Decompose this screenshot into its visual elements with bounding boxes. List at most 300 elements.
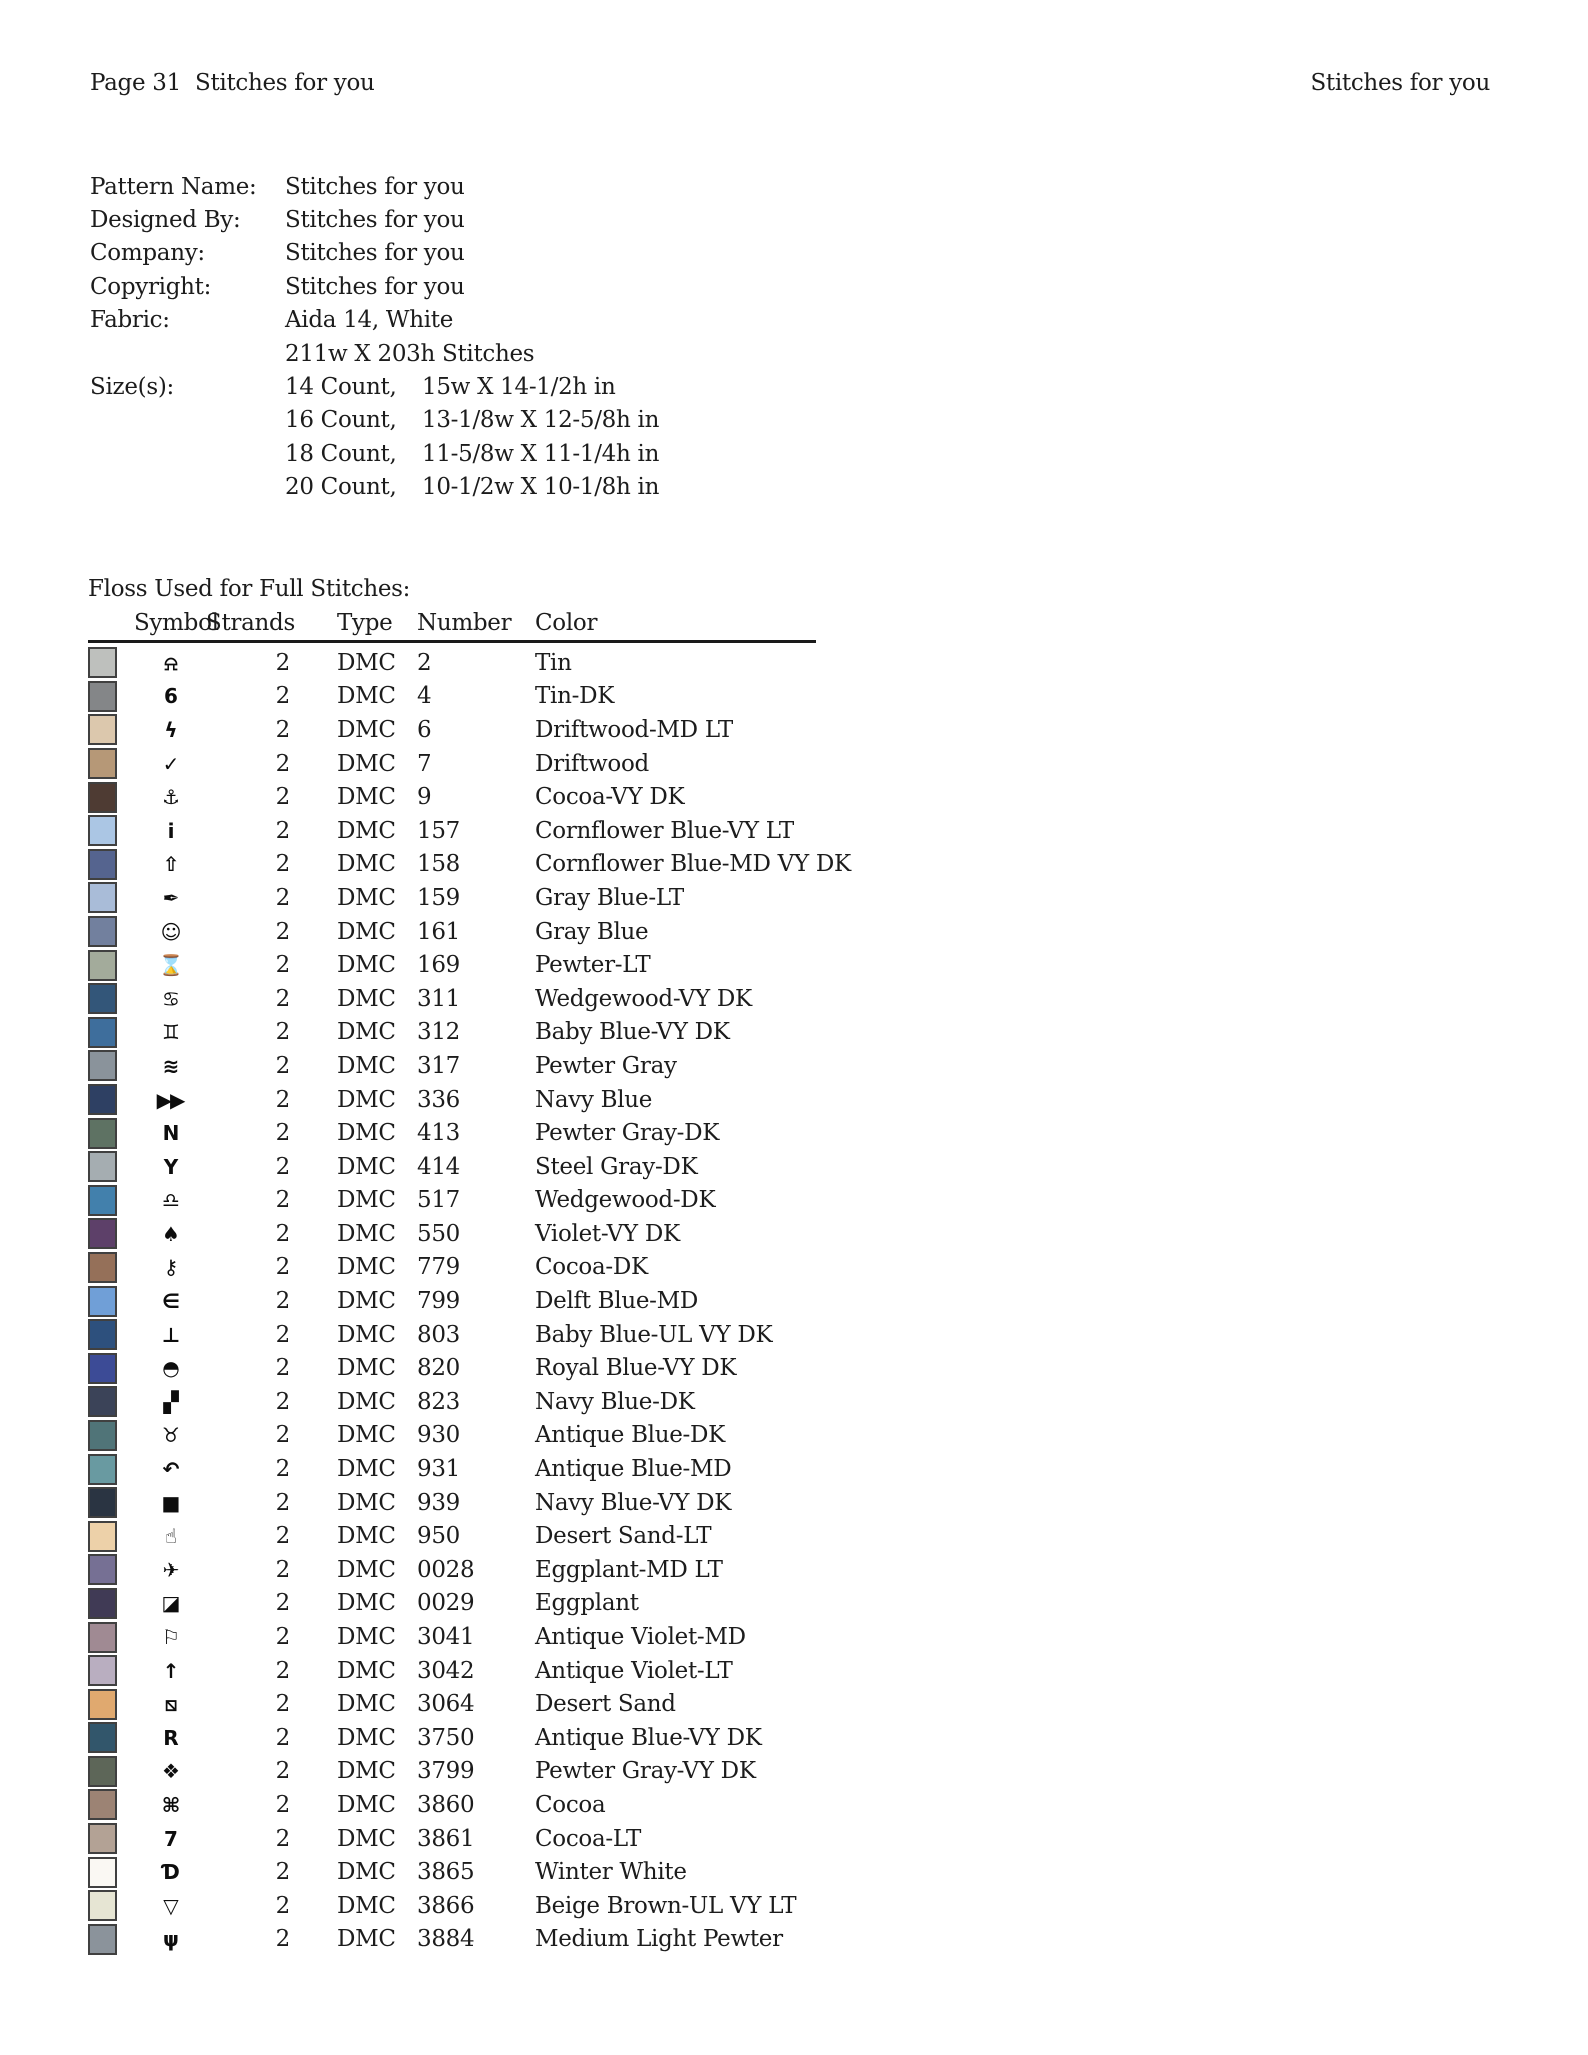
header-right: Stitches for you [1310, 70, 1490, 96]
floss-row [88, 915, 1488, 949]
swatch-cell [88, 1118, 118, 1149]
floss-row [88, 1721, 1488, 1755]
flag-icon: ⚐ [162, 1625, 178, 1650]
swatch-cell [88, 1084, 118, 1115]
info-value: 16 Count, [285, 407, 397, 434]
swatch-cell [88, 983, 118, 1014]
floss-color-swatch [88, 1487, 117, 1518]
floss-color-swatch [88, 1655, 117, 1686]
floss-number: 413 [417, 1120, 460, 1147]
floss-row [88, 881, 1488, 915]
floss-number: 3865 [417, 1859, 475, 1886]
floss-row [88, 982, 1488, 1016]
floss-number: 3750 [417, 1724, 475, 1751]
floss-type: DMC [337, 1791, 396, 1818]
spade-icon: ♠ [162, 1221, 178, 1246]
info-value-dimensions: 15w X 14-1/2h in [422, 374, 616, 401]
floss-color-swatch [88, 714, 117, 745]
swatch-cell [88, 1151, 118, 1182]
script-d-icon: Ɗ [162, 1860, 178, 1885]
floss-strands: 2 [275, 784, 290, 811]
floss-row [88, 1788, 1488, 1822]
floss-color-swatch [88, 882, 117, 913]
floss-row [88, 1184, 1488, 1218]
info-value-dimensions: 11-5/8w X 11-1/4h in [422, 440, 660, 467]
floss-color-name: Pewter Gray-VY DK [535, 1758, 756, 1785]
floss-color-swatch [88, 681, 117, 712]
floss-number: 3042 [417, 1657, 475, 1684]
floss-color-name: Cocoa [535, 1791, 606, 1818]
floss-strands: 2 [275, 1388, 290, 1415]
floss-row [88, 1385, 1488, 1419]
up-arrow-icon: ↑ [162, 1658, 178, 1683]
swatch-cell [88, 1689, 118, 1720]
floss-color-swatch [88, 983, 117, 1014]
floss-number: 931 [417, 1456, 460, 1483]
floss-color-name: Wedgewood-VY DK [535, 985, 752, 1012]
floss-row [88, 1150, 1488, 1184]
floss-strands: 2 [275, 1657, 290, 1684]
floss-row [88, 814, 1488, 848]
info-row [90, 337, 850, 370]
floss-color-swatch [88, 782, 117, 813]
floss-color-swatch [88, 748, 117, 779]
floss-strands: 2 [275, 1120, 290, 1147]
floss-header-row [88, 608, 1488, 638]
floss-number: 3064 [417, 1691, 475, 1718]
floss-color-swatch [88, 1185, 117, 1216]
floss-type: DMC [337, 1724, 396, 1751]
floss-strands: 2 [275, 649, 290, 676]
info-row [90, 203, 850, 236]
info-label: Pattern Name: [90, 173, 257, 200]
fast-forward-icon: ▶▶ [156, 1087, 184, 1112]
col-type: Type [337, 610, 393, 636]
floss-row [88, 1486, 1488, 1520]
floss-color-name: Winter White [535, 1859, 687, 1886]
floss-type: DMC [337, 1288, 396, 1315]
floss-number: 820 [417, 1355, 460, 1382]
floss-type: DMC [337, 952, 396, 979]
floss-color-swatch [88, 647, 117, 678]
swatch-cell [88, 1286, 118, 1317]
floss-number: 3861 [417, 1825, 475, 1852]
floss-type: DMC [337, 649, 396, 676]
floss-type: DMC [337, 1422, 396, 1449]
floss-strands: 2 [275, 1422, 290, 1449]
floss-color-swatch [88, 849, 117, 880]
floss-color-swatch [88, 815, 117, 846]
floss-strands: 2 [275, 1288, 290, 1315]
floss-type: DMC [337, 1892, 396, 1919]
swatch-cell [88, 1050, 118, 1081]
swatch-cell [88, 1252, 118, 1283]
floss-strands: 2 [275, 1187, 290, 1214]
swatch-cell [88, 1789, 118, 1820]
swatch-cell [88, 1521, 118, 1552]
psi-icon: ψ [163, 1927, 177, 1952]
key-icon: ⚷ [163, 1255, 177, 1280]
floss-row [88, 848, 1488, 882]
floss-number: 550 [417, 1220, 460, 1247]
floss-type: DMC [337, 683, 396, 710]
floss-color-swatch [88, 1319, 117, 1350]
col-color: Color [535, 610, 598, 636]
floss-color-name: Violet-VY DK [535, 1220, 680, 1247]
floss-row [88, 1755, 1488, 1789]
letter-N: N [162, 1121, 178, 1146]
floss-color-swatch [88, 950, 117, 981]
floss-type: DMC [337, 1624, 396, 1651]
floss-type: DMC [337, 1657, 396, 1684]
info-value-dimensions: 13-1/8w X 12-5/8h in [422, 407, 660, 434]
libra-zodiac-icon: ♎ [162, 1188, 178, 1213]
floss-type: DMC [337, 851, 396, 878]
floss-number: 2 [417, 649, 432, 676]
floss-number: 930 [417, 1422, 460, 1449]
letter-i: i [167, 818, 173, 843]
floss-number: 799 [417, 1288, 460, 1315]
floss-row [88, 1620, 1488, 1654]
swatch-cell [88, 1454, 118, 1485]
up-arrow-outline-icon: ⇧ [162, 852, 178, 877]
floss-row [88, 747, 1488, 781]
curved-arrow-icon: ↶ [162, 1457, 178, 1482]
floss-strands: 2 [275, 1556, 290, 1583]
swatch-cell [88, 950, 118, 981]
floss-row [88, 1654, 1488, 1688]
floss-type: DMC [337, 1019, 396, 1046]
floss-strands: 2 [275, 1523, 290, 1550]
floss-strands: 2 [275, 918, 290, 945]
swatch-cell [88, 1655, 118, 1686]
taurus-zodiac-icon: ♉ [162, 1423, 178, 1448]
filled-square-icon: ■ [161, 1490, 179, 1515]
cancer-zodiac-icon: ♋ [162, 986, 178, 1011]
floss-type: DMC [337, 1220, 396, 1247]
info-row [90, 437, 850, 470]
swatch-cell [88, 1353, 118, 1384]
floss-strands: 2 [275, 1489, 290, 1516]
floss-type: DMC [337, 1825, 396, 1852]
floss-type: DMC [337, 1321, 396, 1348]
swatch-cell [88, 1622, 118, 1653]
floss-title: Floss Used for Full Stitches: [88, 576, 411, 602]
airplane-icon: ✈ [162, 1557, 178, 1582]
floss-color-name: Navy Blue-DK [535, 1388, 695, 1415]
swatch-cell [88, 815, 118, 846]
floss-type: DMC [337, 1052, 396, 1079]
floss-color-swatch [88, 1924, 117, 1955]
floss-type: DMC [337, 985, 396, 1012]
floss-color-name: Antique Blue-MD [535, 1456, 732, 1483]
floss-color-swatch [88, 1118, 117, 1149]
floss-type: DMC [337, 1556, 396, 1583]
floss-strands: 2 [275, 683, 290, 710]
floss-row [88, 1251, 1488, 1285]
floss-number: 312 [417, 1019, 460, 1046]
info-row [90, 370, 850, 403]
info-value: Stitches for you [285, 207, 465, 234]
floss-row [88, 1687, 1488, 1721]
swatch-cell [88, 1588, 118, 1619]
info-row [90, 404, 850, 437]
checkmark-icon: ✓ [162, 751, 178, 776]
floss-strands: 2 [275, 1220, 290, 1247]
half-filled-circle-icon: ◓ [162, 1356, 178, 1381]
floss-row [88, 1822, 1488, 1856]
floss-strands: 2 [275, 1624, 290, 1651]
floss-color-swatch [88, 1454, 117, 1485]
floss-row [88, 713, 1488, 747]
floss-number: 311 [417, 985, 460, 1012]
floss-color-swatch [88, 1386, 117, 1417]
floss-strands: 2 [275, 952, 290, 979]
swatch-cell [88, 1487, 118, 1518]
floss-number: 7 [417, 750, 432, 777]
swatch-cell [88, 916, 118, 947]
floss-color-name: Cornflower Blue-MD VY DK [535, 851, 851, 878]
floss-number: 161 [417, 918, 460, 945]
floss-row [88, 1284, 1488, 1318]
floss-row [88, 1587, 1488, 1621]
col-symbol: Symbol [134, 610, 219, 636]
swatch-cell [88, 1857, 118, 1888]
swatch-cell [88, 1722, 118, 1753]
floss-color-name: Cocoa-VY DK [535, 784, 685, 811]
digit-seven: 7 [164, 1826, 176, 1851]
col-strands: Strands [206, 610, 295, 636]
swatch-cell [88, 1554, 118, 1585]
floss-strands: 2 [275, 1052, 290, 1079]
slashed-square-icon: ⧅ [164, 1692, 176, 1717]
floss-strands: 2 [275, 1691, 290, 1718]
info-value: 20 Count, [285, 474, 397, 501]
floss-color-name: Gray Blue [535, 918, 649, 945]
floss-color-name: Desert Sand [535, 1691, 676, 1718]
floss-strands: 2 [275, 1791, 290, 1818]
floss-color-name: Navy Blue [535, 1086, 653, 1113]
floss-row [88, 1083, 1488, 1117]
floss-color-swatch [88, 1420, 117, 1451]
floss-table [88, 646, 1488, 1956]
floss-row [88, 1419, 1488, 1453]
swatch-cell [88, 1823, 118, 1854]
floss-color-swatch [88, 1017, 117, 1048]
swatch-cell [88, 681, 118, 712]
floss-color-swatch [88, 1890, 117, 1921]
floss-color-swatch [88, 1789, 117, 1820]
floss-color-name: Eggplant-MD LT [535, 1556, 723, 1583]
floss-color-swatch [88, 1050, 117, 1081]
floss-color-name: Desert Sand-LT [535, 1523, 712, 1550]
floss-color-swatch [88, 1857, 117, 1888]
anchor-icon: ⚓ [162, 785, 178, 810]
floss-strands: 2 [275, 716, 290, 743]
floss-row [88, 948, 1488, 982]
gemini-zodiac-icon: ♊ [162, 1020, 178, 1045]
floss-number: 950 [417, 1523, 460, 1550]
floss-type: DMC [337, 750, 396, 777]
header-left: Page 31 Stitches for you [90, 70, 375, 96]
floss-row [88, 680, 1488, 714]
letter-Y: Y [163, 1154, 177, 1179]
swatch-cell [88, 714, 118, 745]
floss-number: 779 [417, 1254, 460, 1281]
floss-number: 159 [417, 884, 460, 911]
info-row [90, 237, 850, 270]
floss-color-swatch [88, 1588, 117, 1619]
floss-color-swatch [88, 1252, 117, 1283]
floss-color-name: Royal Blue-VY DK [535, 1355, 737, 1382]
floss-color-name: Tin [535, 649, 572, 676]
floss-type: DMC [337, 1355, 396, 1382]
floss-strands: 2 [275, 884, 290, 911]
floss-number: 3860 [417, 1791, 475, 1818]
floss-number: 3799 [417, 1758, 475, 1785]
floss-row [88, 1923, 1488, 1957]
floss-color-name: Eggplant [535, 1590, 639, 1617]
pen-icon: ✒ [162, 885, 178, 910]
info-value: 14 Count, [285, 374, 397, 401]
floss-strands: 2 [275, 1321, 290, 1348]
floss-color-swatch [88, 1286, 117, 1317]
floss-strands: 2 [275, 1456, 290, 1483]
floss-color-name: Navy Blue-VY DK [535, 1489, 732, 1516]
floss-row [88, 1351, 1488, 1385]
floss-type: DMC [337, 1523, 396, 1550]
floss-color-name: Beige Brown-UL VY LT [535, 1892, 797, 1919]
floss-color-name: Tin-DK [535, 683, 615, 710]
info-label: Designed By: [90, 207, 241, 234]
floss-color-name: Cornflower Blue-VY LT [535, 817, 794, 844]
floss-number: 517 [417, 1187, 460, 1214]
floss-color-name: Cocoa-DK [535, 1254, 648, 1281]
swatch-cell [88, 1420, 118, 1451]
floss-number: 939 [417, 1489, 460, 1516]
floss-strands: 2 [275, 1926, 290, 1953]
floss-number: 6 [417, 716, 432, 743]
floss-strands: 2 [275, 1859, 290, 1886]
floss-row [88, 1889, 1488, 1923]
floss-row [88, 1318, 1488, 1352]
floss-row [88, 646, 1488, 680]
floss-strands: 2 [275, 750, 290, 777]
info-value: Stitches for you [285, 273, 465, 300]
floss-color-swatch [88, 1689, 117, 1720]
floss-number: 3041 [417, 1624, 475, 1651]
floss-strands: 2 [275, 817, 290, 844]
floss-color-name: Baby Blue-VY DK [535, 1019, 730, 1046]
up-tack-icon: ⊥ [161, 1322, 179, 1347]
floss-strands: 2 [275, 1724, 290, 1751]
floss-color-name: Cocoa-LT [535, 1825, 641, 1852]
info-value-dimensions: 10-1/2w X 10-1/8h in [422, 474, 660, 501]
swatch-cell [88, 1890, 118, 1921]
floss-color-swatch [88, 1084, 117, 1115]
floss-row [88, 1217, 1488, 1251]
floss-number: 3866 [417, 1892, 475, 1919]
floss-color-name: Pewter Gray [535, 1052, 677, 1079]
info-value: Stitches for you [285, 173, 465, 200]
triple-wave-icon: ≋ [162, 1053, 178, 1078]
swatch-cell [88, 1017, 118, 1048]
info-row [90, 304, 850, 337]
info-label: Company: [90, 240, 205, 267]
swatch-cell [88, 1218, 118, 1249]
floss-number: 0028 [417, 1556, 475, 1583]
hourglass-icon: ⌛ [158, 953, 182, 978]
floss-type: DMC [337, 1388, 396, 1415]
floss-type: DMC [337, 1489, 396, 1516]
swatch-cell [88, 647, 118, 678]
floss-color-swatch [88, 1353, 117, 1384]
floss-color-swatch [88, 1521, 117, 1552]
floss-color-swatch [88, 1722, 117, 1753]
element-of-icon: ∈ [162, 1289, 178, 1314]
hand-icon: ☝ [164, 1524, 176, 1549]
floss-row [88, 1049, 1488, 1083]
floss-color-swatch [88, 1823, 117, 1854]
floss-type: DMC [337, 918, 396, 945]
floss-row [88, 1519, 1488, 1553]
floss-row [88, 1116, 1488, 1150]
floss-number: 336 [417, 1086, 460, 1113]
swatch-cell [88, 1756, 118, 1787]
swatch-cell [88, 1319, 118, 1350]
floss-type: DMC [337, 716, 396, 743]
swatch-cell [88, 782, 118, 813]
floss-color-name: Driftwood [535, 750, 649, 777]
floss-number: 158 [417, 851, 460, 878]
floss-color-name: Baby Blue-UL VY DK [535, 1321, 773, 1348]
floss-type: DMC [337, 1926, 396, 1953]
info-value: Aida 14, White [285, 307, 454, 334]
floss-color-name: Gray Blue-LT [535, 884, 684, 911]
info-label: Copyright: [90, 273, 212, 300]
floss-strands: 2 [275, 1086, 290, 1113]
swatch-cell [88, 882, 118, 913]
floss-color-name: Steel Gray-DK [535, 1153, 698, 1180]
floss-number: 317 [417, 1052, 460, 1079]
command-key-icon: ⌘ [161, 1792, 179, 1817]
floss-type: DMC [337, 784, 396, 811]
bell-icon: ⍾ [164, 650, 176, 675]
swatch-cell [88, 1924, 118, 1955]
floss-number: 169 [417, 952, 460, 979]
floss-number: 414 [417, 1153, 460, 1180]
floss-type: DMC [337, 1086, 396, 1113]
floss-color-swatch [88, 1756, 117, 1787]
floss-number: 0029 [417, 1590, 475, 1617]
floss-number: 823 [417, 1388, 460, 1415]
swatch-cell [88, 748, 118, 779]
floss-color-swatch [88, 1554, 117, 1585]
floss-strands: 2 [275, 1758, 290, 1785]
info-row [90, 270, 850, 303]
info-label: Fabric: [90, 307, 170, 334]
floss-strands: 2 [275, 1355, 290, 1382]
swatch-cell [88, 849, 118, 880]
pattern-info [90, 170, 850, 504]
lightning-bolt-icon: ϟ [164, 717, 176, 742]
floss-strands: 2 [275, 1590, 290, 1617]
floss-type: DMC [337, 1153, 396, 1180]
info-label: Size(s): [90, 374, 174, 401]
floss-strands: 2 [275, 985, 290, 1012]
floss-number: 4 [417, 683, 432, 710]
floss-strands: 2 [275, 1019, 290, 1046]
